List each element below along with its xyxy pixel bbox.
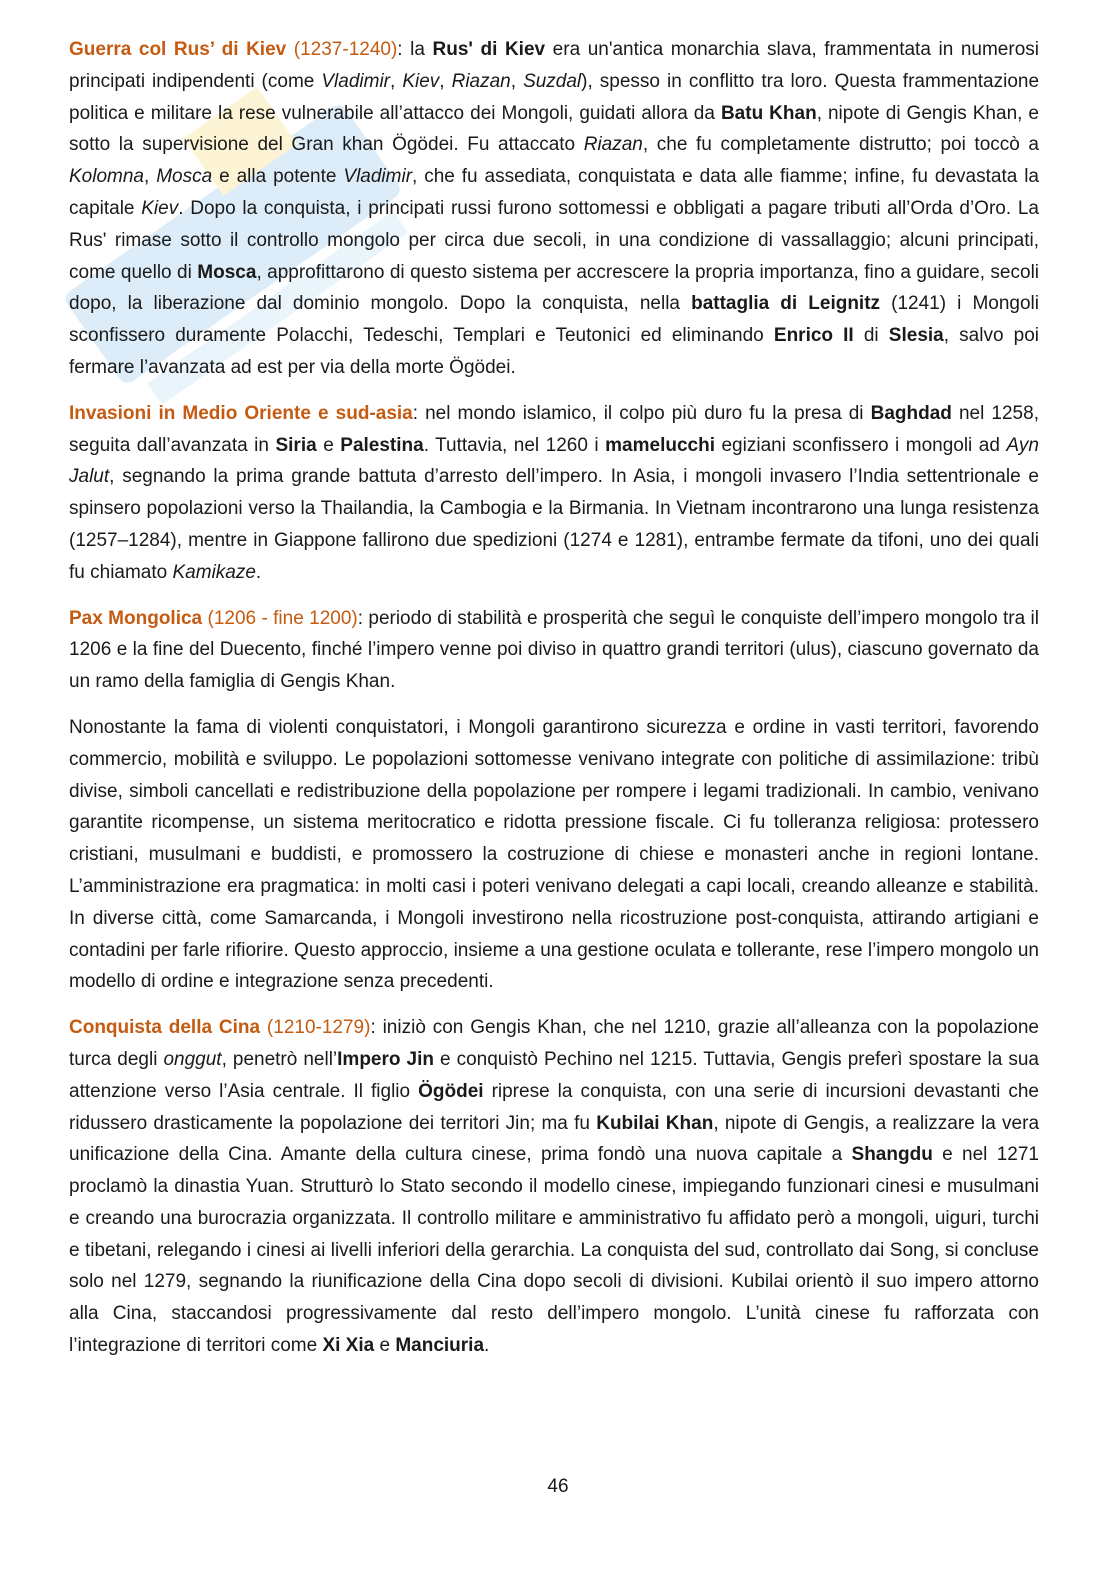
text-run: e nel 1271 proclamò la dinastia Yuan. Strutturò lo Stato secondo il modello cinese, impiegando funzionari cinesi e musulmani e creando una burocrazia organizzata. Il controllo militare e amministrativo fu affidato però a mongoli, uiguri, turchi e tibetani, relegando i cinesi ai livelli inferiori della gerarchia. La conquista del sud, controllato dai Song, si concluse solo nel 1279, segnando la riunificazione della Cina dopo secoli di divisioni. Kubilai orientò il suo impero attorno alla Cina, staccandosi progressivamente dal resto dell’impero mongolo. L’unità cinese fu rafforzata con l’integrazione di territori come — [69, 1144, 1039, 1357]
italic-term: Suzdal — [523, 70, 582, 92]
bold-term: mamelucchi — [605, 434, 715, 456]
bold-term: Ögödei — [418, 1080, 484, 1102]
text-run: e — [374, 1335, 396, 1357]
bold-term: Mosca — [197, 261, 257, 283]
text-run: , — [144, 166, 157, 188]
paragraph-rus-kiev — [69, 34, 1039, 384]
bold-term: Rus' di Kiev — [432, 39, 546, 60]
text-run: , — [390, 70, 403, 92]
italic-term: Mosca — [156, 166, 213, 188]
heading-dates: (1210-1279) — [260, 1017, 371, 1039]
text-run: , penetrò nell’ — [221, 1048, 338, 1070]
italic-term: Kiev — [402, 70, 440, 92]
text-run: , approfittarono di questo sistema per accrescere la propria importanza, fino a guidare, secoli dopo, la liberazione dal dominio mongolo. Dopo la conquista, nella — [69, 261, 1040, 315]
italic-term: Kamikaze — [172, 561, 256, 583]
text-run: : iniziò con Gengis Khan, che nel 1210, grazie all’alleanza con la popolazione turca degli — [69, 1017, 1039, 1070]
italic-term: Riazan — [583, 134, 643, 156]
section-heading: Invasioni in Medio Oriente e sud-asia — [69, 402, 413, 424]
bold-term: Baghdad — [870, 402, 952, 424]
bold-term: battaglia di Leignitz — [691, 293, 881, 315]
document-body — [69, 34, 1039, 1376]
text-run: Nonostante la fama di violenti conquistatori, i Mongoli garantirono sicurezza e ordine in vasti territori, favorendo commercio, mobilità e sviluppo. Le popolazioni sottomesse venivano integrate con politiche di assimilazione: tribù divise, simboli cancellati e redistribuzione della popolazione per rompere i legami tradizionali. In cambio, venivano garantite ricompense, un sistema meritocratico e ridotta pressione fiscale. Ci fu tolleranza religiosa: protessero cristiani, musulmani e buddisti, e promossero la costruzione di chiese e monasteri anche in regioni lontane. L’amministrazione era pragmatica: in molti casi i poteri venivano delegati a capi locali, creando alleanze e stabilità. In diverse città, come Samarcanda, i Mongoli investirono nella ricostruzione post-conquista, attirando artigiani e contadini per farle rifiorire. Questo approccio, insieme a una gestione oculata e tollerante, rese l’impero mongolo un modello di ordine e integrazione senza precedenti. — [69, 716, 1039, 993]
bold-term: Xi Xia — [322, 1335, 375, 1357]
text-run: : nel mondo islamico, il colpo più duro fu la presa di — [412, 402, 871, 424]
text-run: (1241) i Mongoli sconfissero duramente Polacchi, Tedeschi, Templari e Teutonici ed eliminando — [69, 293, 1039, 347]
bold-term: Impero Jin — [337, 1048, 434, 1070]
paragraph-pax-mongolica — [69, 603, 1039, 698]
text-run: era un'antica monarchia slava, frammentata in numerosi principati indipendenti (come — [69, 39, 1039, 92]
italic-term: Ayn Jalut — [69, 434, 1039, 488]
text-run: e alla potente — [212, 166, 344, 188]
section-heading: Conquista della Cina — [69, 1017, 261, 1039]
bold-term: Manciuria — [395, 1335, 485, 1357]
paragraph-pax-mongolica-details — [69, 712, 1039, 998]
text-run: , segnando la prima grande battuta d’arresto dell’impero. In Asia, i mongoli invasero l’India settentrionale e spinsero popolazioni verso la Thailandia, la Cambogia e la Birmania. In Vietnam incontrarono una lunga resistenza (1257–1284), mentre in Giappone fallirono due spedizioni (1274 e 1281), entrambe fermate da tifoni, uno dei quali fu chiamato — [69, 466, 1039, 583]
italic-term: onggut — [163, 1048, 222, 1070]
text-run: riprese la conquista, con una serie di incursioni devastanti che ridussero drasticamente la popolazione dei territori Jin; ma fu — [69, 1080, 1039, 1134]
bold-term: Kubilai Khan — [596, 1112, 714, 1134]
text-run: , salvo poi fermare l’avanzata ad est per via della morte Ögödei. — [69, 325, 1039, 378]
paragraph-conquista-cina — [69, 1012, 1039, 1362]
section-heading: Guerra col Rus’ di Kiev — [69, 39, 287, 60]
text-run: , — [510, 70, 524, 92]
text-run: , che fu assediata, conquistata e data alle fiamme; infine, fu devastata la capitale — [69, 166, 1039, 219]
bold-term: Siria — [275, 434, 317, 456]
text-run: ), spesso in conflitto tra loro. Questa frammentazione politica e militare la rese vulnerabile all’attacco dei Mongoli, guidati allora da — [69, 70, 1040, 124]
paragraph-medio-oriente — [69, 398, 1039, 589]
text-run: e conquistò Pechino nel 1215. Tuttavia, Gengis preferì spostare la sua attenzione verso l’Asia centrale. Il figlio — [69, 1048, 1039, 1102]
text-run: . Dopo la conquista, i principati russi furono sottomessi e obbligati a pagare tributi all’Orda d’Oro. La Rus' rimase sotto il controllo mongolo per circa due secoli, in una condizione di vassallaggio; alcuni principati, come quello di — [69, 197, 1039, 283]
section-heading: Pax Mongolica — [69, 607, 203, 629]
bold-term: Palestina — [340, 434, 424, 456]
text-run: di — [853, 325, 889, 347]
bold-term: Shangdu — [851, 1144, 933, 1166]
text-run: , nipote di Gengis Khan, e sotto la supervisione del Gran khan Ögödei. Fu attaccato — [69, 102, 1039, 156]
text-run: : la — [397, 39, 433, 60]
bold-term: Enrico II — [773, 325, 854, 347]
italic-term: Riazan — [451, 70, 511, 92]
text-run: , nipote di Gengis, a realizzare la vera unificazione della Cina. Amante della cultura cinese, prima fondò una nuova capitale a — [69, 1112, 1040, 1166]
page-number: 46 — [547, 1476, 569, 1497]
heading-dates: (1237-1240) — [286, 39, 398, 60]
text-run: . — [484, 1335, 490, 1357]
italic-term: Vladimir — [343, 166, 413, 188]
text-run: : periodo di stabilità e prosperità che seguì le conquiste dell’impero mongolo tra il 1206 e la fine del Duecento, finché l’impero venne poi diviso in quattro grandi territori (ulus), ciascuno governato da un ramo della famiglia di Gengis Khan. — [69, 607, 1039, 693]
text-run: nel 1258, seguita dall’avanzata in — [69, 402, 1039, 456]
italic-term: Kolomna — [69, 166, 144, 188]
bold-term: Slesia — [888, 325, 944, 347]
text-run: , che fu completamente distrutto; poi toccò a — [642, 134, 1039, 156]
text-run: e — [316, 434, 341, 456]
text-run: . Tuttavia, nel 1260 i — [423, 434, 606, 456]
heading-dates: (1206 - fine 1200) — [202, 607, 358, 629]
italic-term: Kiev — [141, 197, 179, 219]
text-run: . — [255, 561, 262, 583]
bold-term: Batu Khan — [720, 102, 817, 124]
text-run: , — [439, 70, 452, 92]
italic-term: Vladimir — [321, 70, 390, 92]
text-run: egiziani sconfissero i mongoli ad — [714, 434, 1007, 456]
